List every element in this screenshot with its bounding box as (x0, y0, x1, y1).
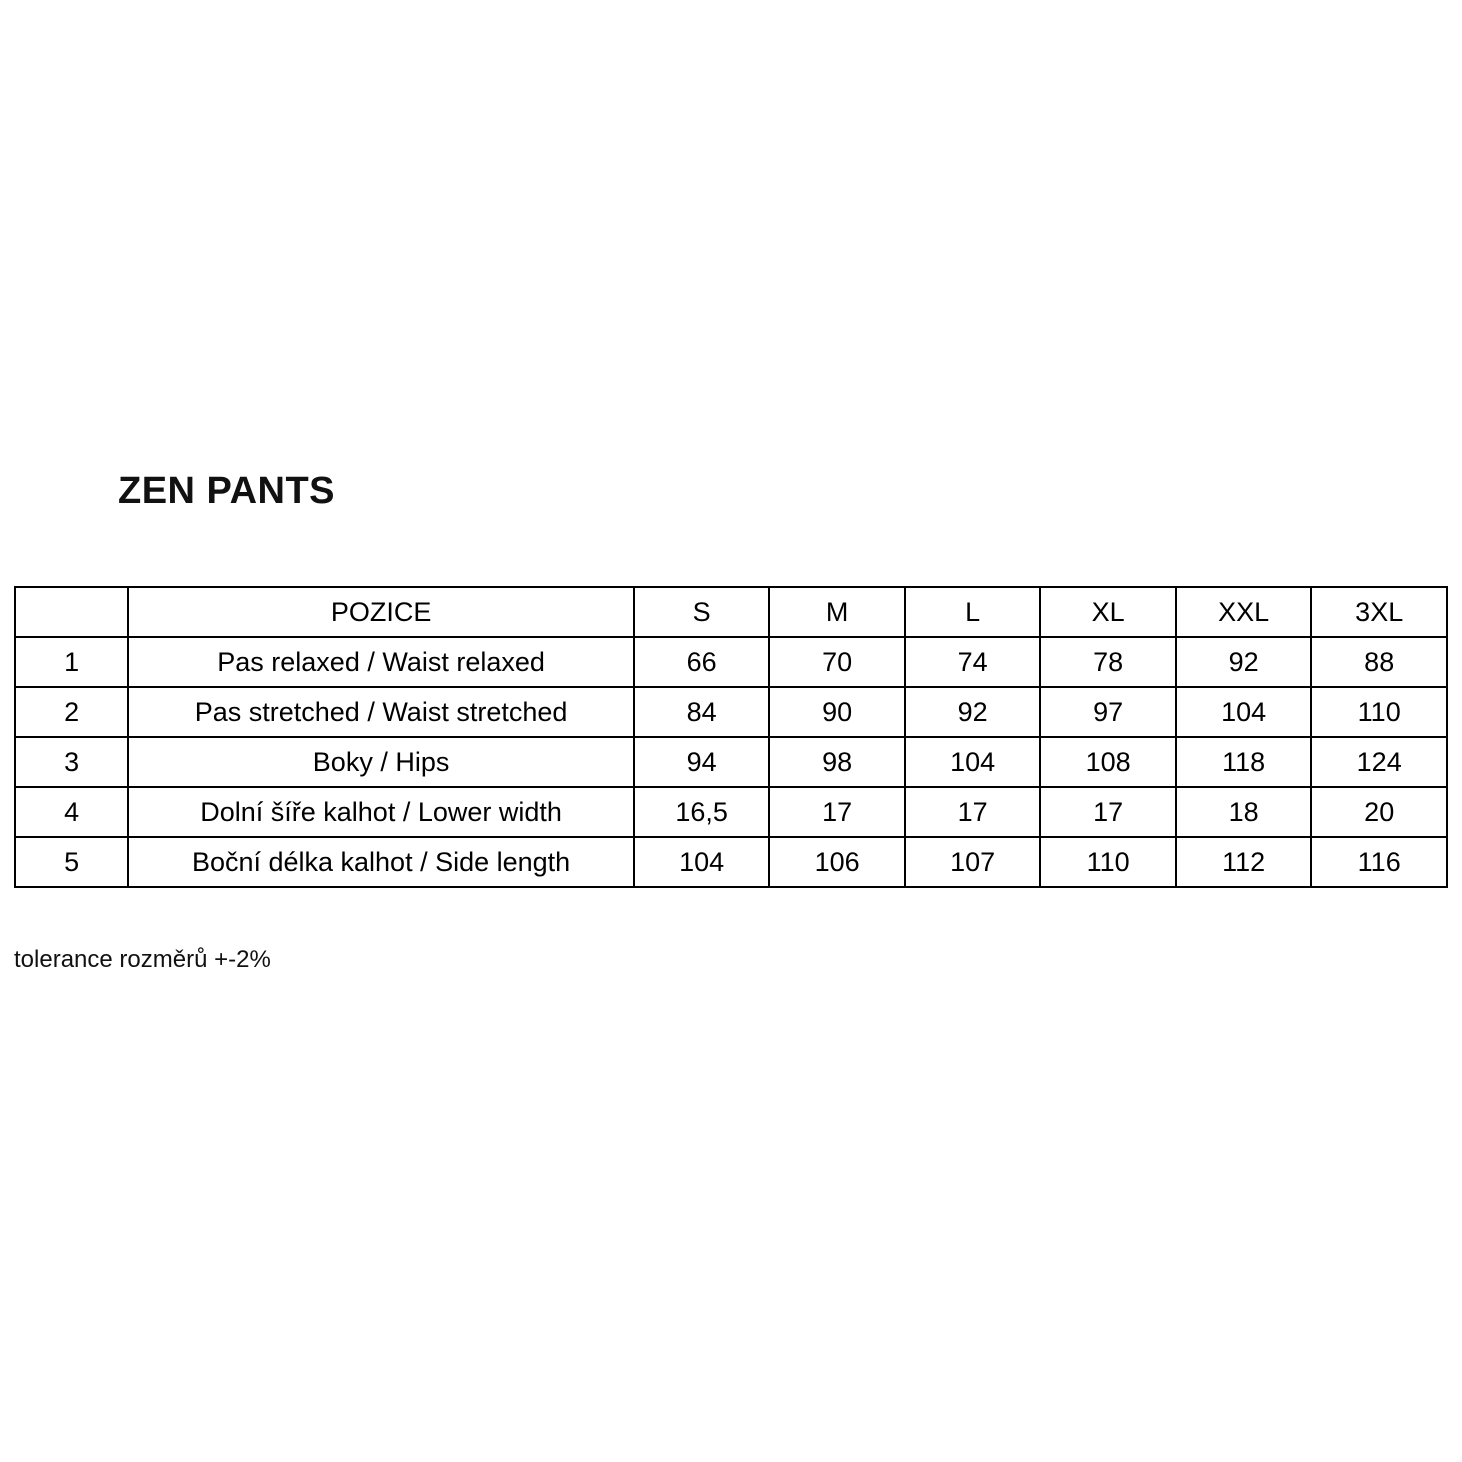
cell-xxl: 18 (1176, 787, 1312, 837)
column-header-xl: XL (1040, 587, 1176, 637)
cell-s: 94 (634, 737, 770, 787)
column-header-number (15, 587, 128, 637)
row-number: 3 (15, 737, 128, 787)
size-table (14, 586, 1448, 888)
column-header-3xl: 3XL (1311, 587, 1447, 637)
table-header (15, 587, 1447, 637)
cell-xxl: 104 (1176, 687, 1312, 737)
size-table-container (14, 586, 1448, 888)
cell-xxl: 112 (1176, 837, 1312, 887)
cell-m: 98 (769, 737, 905, 787)
table-row (15, 737, 1447, 787)
cell-s: 66 (634, 637, 770, 687)
row-position-label: Boky / Hips (128, 737, 634, 787)
table-body (15, 637, 1447, 887)
cell-m: 106 (769, 837, 905, 887)
cell-m: 70 (769, 637, 905, 687)
table-row (15, 787, 1447, 837)
cell-s: 16,5 (634, 787, 770, 837)
row-number: 5 (15, 837, 128, 887)
table-header-row (15, 587, 1447, 637)
row-number: 2 (15, 687, 128, 737)
cell-m: 90 (769, 687, 905, 737)
cell-xl: 97 (1040, 687, 1176, 737)
cell-l: 92 (905, 687, 1041, 737)
cell-l: 104 (905, 737, 1041, 787)
cell-l: 74 (905, 637, 1041, 687)
cell-xl: 110 (1040, 837, 1176, 887)
tolerance-note: tolerance rozměrů +-2% (14, 946, 271, 973)
row-number: 4 (15, 787, 128, 837)
cell-m: 17 (769, 787, 905, 837)
row-position-label: Pas relaxed / Waist relaxed (128, 637, 634, 687)
column-header-xxl: XXL (1176, 587, 1312, 637)
table-row (15, 687, 1447, 737)
cell-xl: 108 (1040, 737, 1176, 787)
cell-xl: 17 (1040, 787, 1176, 837)
column-header-position: POZICE (128, 587, 634, 637)
cell-3xl: 124 (1311, 737, 1447, 787)
table-row (15, 637, 1447, 687)
cell-3xl: 116 (1311, 837, 1447, 887)
row-position-label: Boční délka kalhot / Side length (128, 837, 634, 887)
column-header-m: M (769, 587, 905, 637)
cell-xxl: 92 (1176, 637, 1312, 687)
cell-xl: 78 (1040, 637, 1176, 687)
row-position-label: Dolní šíře kalhot / Lower width (128, 787, 634, 837)
cell-3xl: 110 (1311, 687, 1447, 737)
row-position-label: Pas stretched / Waist stretched (128, 687, 634, 737)
row-number: 1 (15, 637, 128, 687)
cell-3xl: 20 (1311, 787, 1447, 837)
cell-xxl: 118 (1176, 737, 1312, 787)
column-header-l: L (905, 587, 1041, 637)
cell-s: 104 (634, 837, 770, 887)
cell-s: 84 (634, 687, 770, 737)
column-header-s: S (634, 587, 770, 637)
cell-3xl: 88 (1311, 637, 1447, 687)
cell-l: 107 (905, 837, 1041, 887)
page-title: ZEN PANTS (118, 470, 336, 512)
table-row (15, 837, 1447, 887)
cell-l: 17 (905, 787, 1041, 837)
